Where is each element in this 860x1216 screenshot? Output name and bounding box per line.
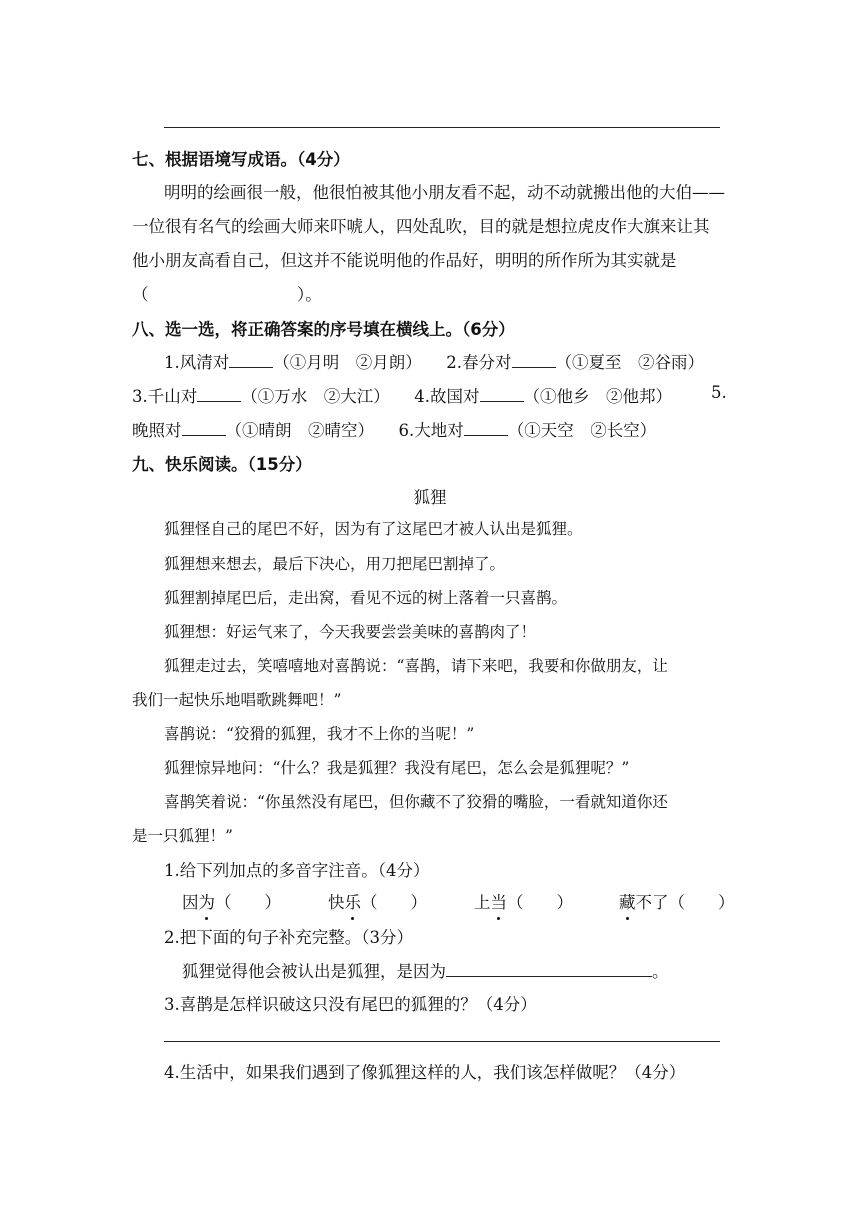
q8-6-blank[interactable]: [464, 419, 508, 436]
dotted-char: 为: [199, 889, 216, 913]
section7-para-line-3: 他小朋友高看自己，但这并不能说明他的作品好，明明的所作所为其实就是: [132, 251, 677, 270]
q8-3-blank[interactable]: [197, 385, 241, 402]
q8-1-options: （①月明 ②月朗）: [273, 353, 422, 372]
q9-2-sentence-row: 狐狸觉得他会被认出是狐狸，是因为 。: [182, 962, 669, 981]
q9-4-text: 4.生活中，如果我们遇到了像狐狸这样的人，我们该怎样做呢？（4分）: [164, 1063, 686, 1082]
dotted-char: 当: [491, 889, 508, 913]
story-line-6: 我们一起快乐地唱歌跳舞吧！”: [132, 691, 342, 709]
section7-para-line-2: 一位很有名气的绘画大师来吓唬人，四处乱吹，目的就是想拉虎皮作大旗来让其: [132, 217, 710, 236]
story-line-10: 是一只狐狸！”: [132, 827, 233, 845]
story-line-8: 狐狸惊异地问：“什么？我是狐狸？我没有尾巴，怎么会是狐狸呢？”: [164, 759, 630, 777]
story-line-3: 狐狸割掉尾巴后，走出窝，看见不远的树上落着一只喜鹊。: [164, 589, 568, 607]
section8-row-2: [132, 383, 672, 407]
q8-5-prompt: 晚照对: [132, 421, 182, 440]
story-line-4: 狐狸想：好运气来了，今天我要尝尝美味的喜鹊肉了！: [164, 623, 537, 641]
q8-6-options: （①天空 ②长空）: [507, 421, 657, 440]
q9-1-item-2[interactable]: 快乐（ ）: [328, 889, 427, 913]
story-title: 狐狸: [413, 488, 447, 507]
q9-2-blank[interactable]: [446, 960, 652, 977]
q8-5-options: （①晴朗 ②晴空）: [225, 421, 374, 440]
section9-heading: 九、快乐阅读。（15分）: [132, 455, 312, 474]
story-line-5: 狐狸走过去，笑嘻嘻地对喜鹊说：“喜鹊，请下来吧，我要和你做朋友，让: [164, 657, 668, 675]
q8-3-prompt: 3.千山对: [132, 387, 198, 406]
section8-row-3: [132, 417, 656, 441]
q8-2-options: （①夏至 ②谷雨）: [555, 353, 704, 372]
q8-4-prompt: 4.故国对: [414, 387, 480, 406]
story-line-7: 喜鹊说：“狡猾的狐狸，我才不上你的当呢！”: [164, 725, 475, 743]
section8-row-1: [164, 349, 704, 373]
story-line-2: 狐狸想来想去，最后下决心，用刀把尾巴割掉了。: [164, 555, 506, 573]
q8-6-prompt: 6.大地对: [398, 421, 464, 440]
dotted-char: 藏: [619, 889, 636, 913]
q9-2-sentence: 狐狸觉得他会被认出是狐狸，是因为: [182, 962, 446, 981]
q9-2-text: 2.把下面的句子补充完整。（3分）: [164, 928, 413, 947]
q8-1-blank[interactable]: [229, 351, 273, 368]
section7-answer-paren[interactable]: （ ）。: [132, 285, 322, 304]
story-line-1: 狐狸怪自己的尾巴不好，因为有了这尾巴才被人认出是狐狸。: [164, 520, 583, 538]
q8-5-number: 5.: [711, 383, 727, 402]
q8-5-blank[interactable]: [182, 419, 226, 436]
section7-heading: 七、根据语境写成语。（4分）: [132, 150, 350, 169]
q8-2-prompt: 2.春分对: [446, 353, 512, 372]
q8-4-blank[interactable]: [480, 385, 524, 402]
answer-line-top: [164, 127, 720, 128]
q9-1-text: 1.给下列加点的多音字注音。（4分）: [164, 861, 430, 880]
dotted-char: 乐: [345, 889, 362, 913]
q9-3-text: 3.喜鹊是怎样识破这只没有尾巴的狐狸的？（4分）: [164, 995, 537, 1014]
q8-1-prompt: 1.风清对: [164, 353, 230, 372]
q9-1-item-3[interactable]: 上当（ ）: [474, 889, 573, 913]
q9-3-answer-line[interactable]: [164, 1041, 720, 1042]
q8-4-options: （①他乡 ②他邦）: [523, 387, 672, 406]
q9-1-item-1[interactable]: 因为（ ）: [182, 889, 281, 913]
q9-1-item-4[interactable]: 藏不了（ ）: [619, 889, 735, 913]
section7-para-line-1: 明明的绘画很一般，他很怕被其他小朋友看不起，动不动就搬出他的大伯——: [164, 183, 725, 202]
story-line-9: 喜鹊笑着说：“你虽然没有尾巴，但你藏不了狡猾的嘴脸，一看就知道你还: [164, 793, 668, 811]
q8-3-options: （①万水 ②大江）: [241, 387, 390, 406]
section8-heading: 八、选一选，将正确答案的序号填在横线上。（6分）: [132, 320, 515, 339]
q8-2-blank[interactable]: [512, 351, 556, 368]
